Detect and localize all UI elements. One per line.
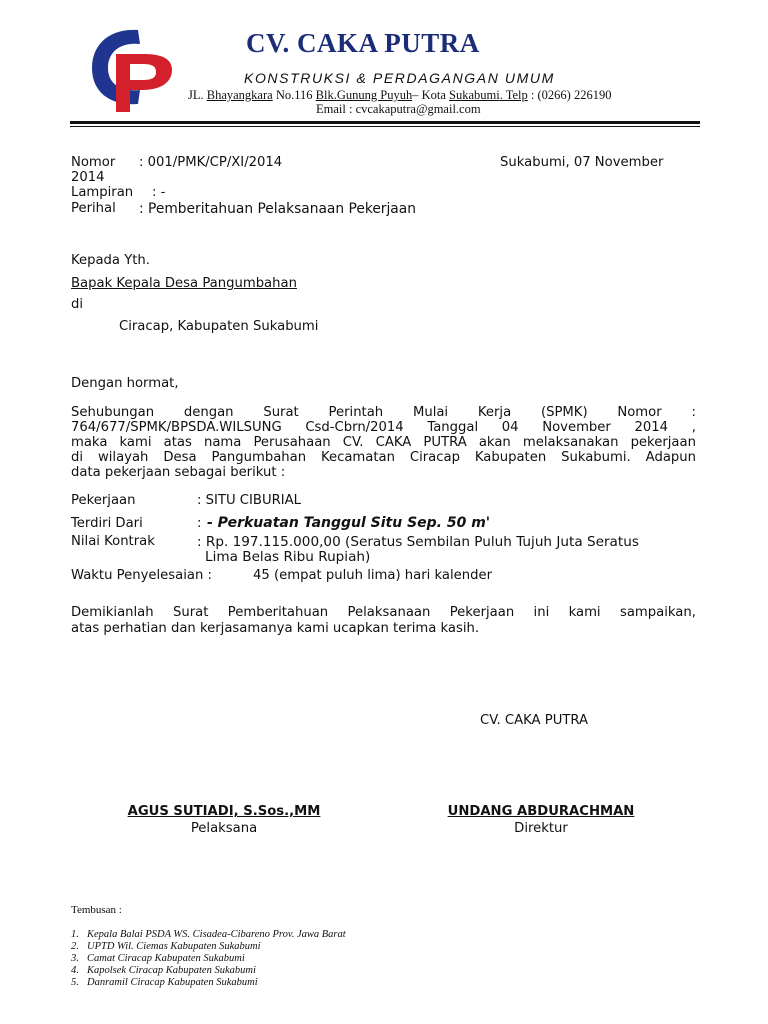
paragraph-line-4: di wilayah Desa Pangumbahan Kecamatan Ciracap Kabupaten Sukabumi. Adapun [71,450,696,465]
nomor-label: Nomor [71,155,116,170]
waktu-value: 45 (empat puluh lima) hari kalender [253,568,493,583]
paragraph-line-2: 764/677/SPMK/BPSDA.WILSUNG Csd-Cbrn/2014 Tanggal 04 November 2014 , [71,420,696,435]
right-signatory-name: UNDANG ABDURACHMAN [447,804,635,819]
nilai-label: Nilai Kontrak [71,534,155,549]
pekerjaan-label: Pekerjaan [71,493,136,508]
tembusan-item: 2. UPTD Wil. Ciemas Kabupaten Sukabumi [71,941,261,952]
lampiran-label: Lampiran [71,185,134,200]
logo-p-shape [116,54,172,112]
nilai-value-line1: : Rp. 197.115.000,00 (Seratus Sembilan Puluh Tujuh Juta Seratus [197,534,639,550]
tembusan-item: 1. Kepala Balai PSDA WS. Cisadea-Cibareno Prov. Jawa Barat [71,929,346,940]
tembusan-item: 5. Danramil Ciracap Kabupaten Sukabumi [71,977,258,988]
terdiri-label: Terdiri Dari [71,516,143,531]
closing-line-1: Demikianlah Surat Pemberitahuan Pelaksanaan Pekerjaan ini kami sampaikan, [71,605,696,620]
right-signatory-title: Direktur [514,821,568,836]
salutation: Dengan hormat, [71,376,179,391]
terdiri-value: - Perkuatan Tanggul Situ Sep. 50 m' [207,515,491,531]
nomor-value: : 001/PMK/CP/XI/2014 [139,155,283,170]
company-tagline: KONSTRUKSI & PERDAGANGAN UMUM [244,70,555,86]
recipient-greeting: Kepada Yth. [71,253,150,268]
perihal-label: Perihal [71,201,116,216]
lampiran-value: : - [152,185,166,200]
waktu-label: Waktu Penyelesaian : [71,568,212,583]
tembusan-item: 4. Kapolsek Ciracap Kabupaten Sukabumi [71,965,256,976]
nilai-value-line2: Lima Belas Ribu Rupiah) [205,549,371,565]
company-email: Email : cvcakaputra@gmail.com [316,102,481,116]
tembusan-title: Tembusan : [71,904,122,916]
closing-line-2: atas perhatian dan kerjasamanya kami ucapkan terima kasih. [71,621,480,636]
header-divider [70,121,700,124]
left-signatory-title: Pelaksana [190,821,258,836]
letter-date: Sukabumi, 07 November [500,155,664,170]
tembusan-item: 3. Camat Ciracap Kabupaten Sukabumi [71,953,245,964]
recipient-di: di [71,297,84,312]
paragraph-line-1: Sehubungan dengan Surat Perintah Mulai Kerja (SPMK) Nomor : [71,405,696,420]
signature-company: CV. CAKA PUTRA [480,713,589,728]
perihal-value: : Pemberitahuan Pelaksanaan Pekerjaan [139,201,416,217]
left-signatory-name: AGUS SUTIADI, S.Sos.,MM [127,804,321,819]
terdiri-colon: : [197,516,202,531]
company-logo [88,26,176,116]
header-divider-thin [70,126,700,127]
recipient-place: Ciracap, Kabupaten Sukabumi [119,319,319,334]
paragraph-line-3: maka kami atas nama Perusahaan CV. CAKA PUTRA akan melaksanakan pekerjaan [71,435,696,450]
pekerjaan-value: : SITU CIBURIAL [197,493,302,508]
recipient-name: Bapak Kepala Desa Pangumbahan [71,276,297,291]
letter-date-year: 2014 [71,170,105,185]
paragraph-line-5: data pekerjaan sebagai berikut : [71,465,286,480]
company-address: JL. Bhayangkara No.116 Blk.Gunung Puyuh– Kota Sukabumi. Telp : (0266) 226190 [188,88,612,102]
company-name: CV. CAKA PUTRA [246,28,480,58]
